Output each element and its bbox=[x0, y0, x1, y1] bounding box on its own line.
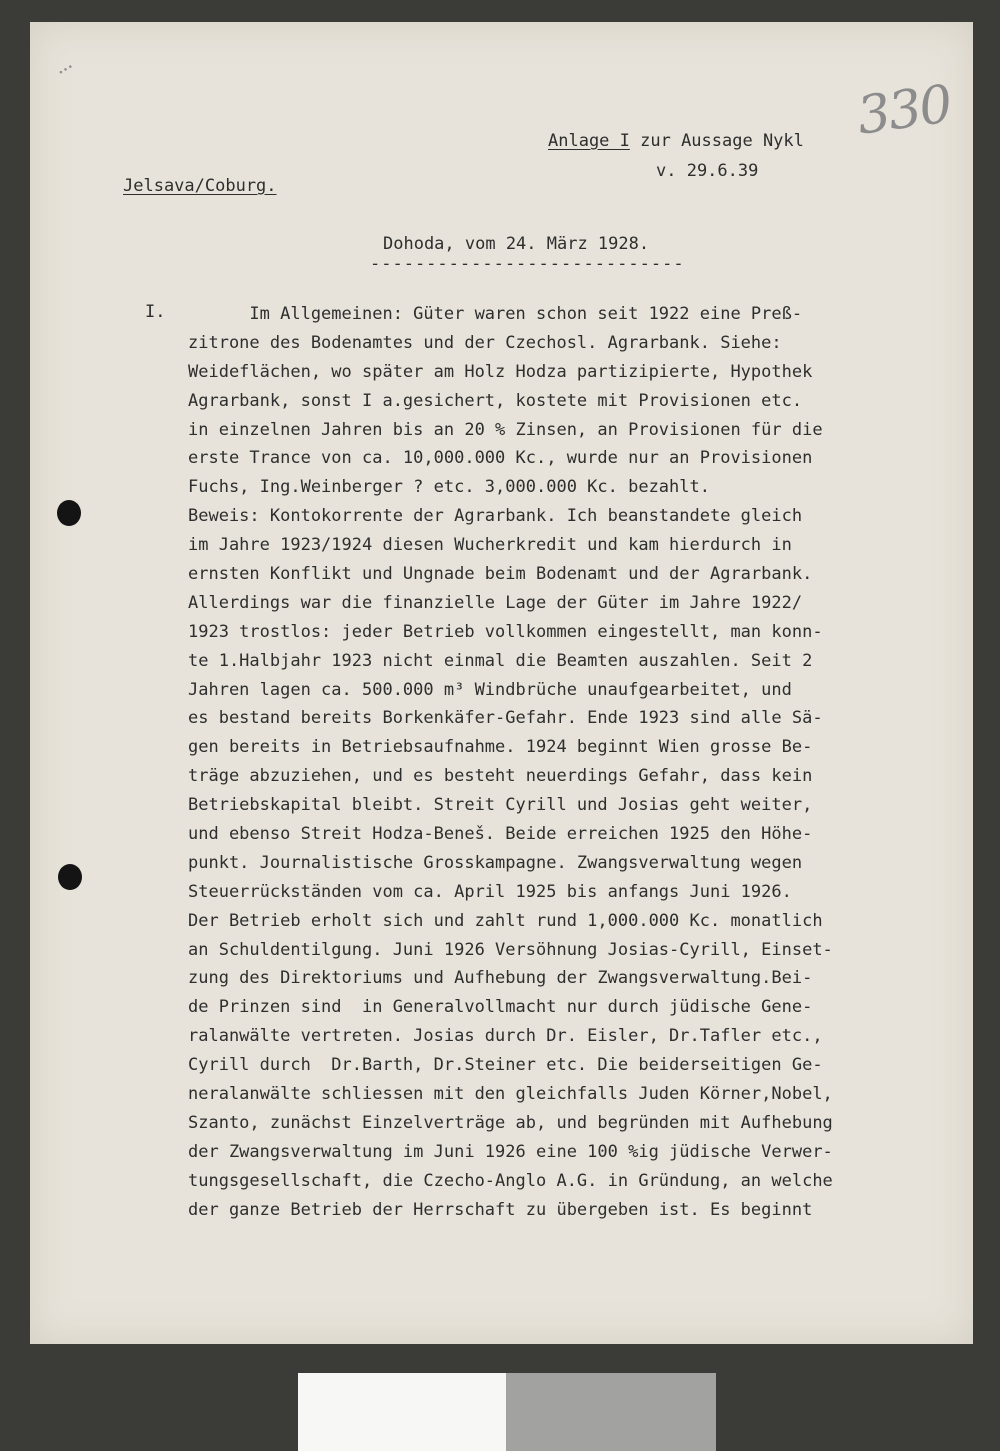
body-line: 1923 trostlos: jeder Betrieb vollkommen eingestellt, man konn- bbox=[188, 621, 823, 642]
reference-date: v. 29.6.39 bbox=[656, 161, 759, 181]
body-line: tungsgesellschaft, die Czecho-Anglo A.G. in Gründung, an welche bbox=[188, 1170, 833, 1191]
handwritten-page-number: 330 bbox=[853, 74, 955, 147]
color-target-white bbox=[298, 1373, 506, 1451]
section-number: I. bbox=[145, 302, 166, 322]
color-target-gray bbox=[506, 1373, 716, 1451]
body-line: gen bereits in Betriebsaufnahme. 1924 beginnt Wien grosse Be- bbox=[188, 737, 813, 758]
body-line: zitrone des Bodenamtes und der Czechosl. Agrarbank. Siehe: bbox=[188, 332, 782, 353]
body-line: der ganze Betrieb der Herrschaft zu übergeben ist. Es beginnt bbox=[188, 1199, 813, 1220]
document-title: Dohoda, vom 24. März 1928. bbox=[383, 234, 650, 254]
title-rule: ---------------------------- bbox=[370, 254, 685, 274]
body-line: Der Betrieb erholt sich und zahlt rund 1,000.000 Kc. monatlich bbox=[188, 910, 823, 931]
reference-underlined: Anlage I bbox=[548, 131, 630, 151]
body-line: Agrarbank, sonst I a.gesichert, kostete mit Provisionen etc. bbox=[188, 390, 803, 411]
body-line: in einzelnen Jahren bis an 20 % Zinsen, an Provisionen für die bbox=[188, 419, 823, 440]
body-line: Steuerrückständen vom ca. April 1925 bis anfangs Juni 1926. bbox=[188, 881, 792, 902]
body-line: Im Allgemeinen: Güter waren schon seit 1922 eine Preß- bbox=[188, 304, 803, 324]
reference-rest: zur Aussage Nykl bbox=[629, 131, 804, 151]
body-line: ralanwälte vertreten. Josias durch Dr. Eisler, Dr.Tafler etc., bbox=[188, 1026, 823, 1047]
body-line: Allerdings war die finanzielle Lage der Güter im Jahre 1922/ bbox=[188, 592, 803, 613]
body-line: an Schuldentilgung. Juni 1926 Versöhnung Josias-Cyrill, Einset- bbox=[188, 939, 833, 960]
body-line: und ebenso Streit Hodza-Beneš. Beide erreichen 1925 den Höhe- bbox=[188, 824, 813, 845]
body-line: Jahren lagen ca. 500.000 m³ Windbrüche unaufgearbeitet, und bbox=[188, 679, 792, 700]
body-line: Beweis: Kontokorrente der Agrarbank. Ich beanstandete gleich bbox=[188, 506, 803, 527]
body-line: te 1.Halbjahr 1923 nicht einmal die Beamten auszahlen. Seit 2 bbox=[188, 650, 813, 671]
body-line: Szanto, zunächst Einzelverträge ab, und begründen mit Aufhebung bbox=[188, 1112, 833, 1133]
body-line: zung des Direktoriums und Aufhebung der Zwangsverwaltung.Bei- bbox=[188, 968, 813, 989]
body-line: es bestand bereits Borkenkäfer-Gefahr. Ende 1923 sind alle Sä- bbox=[188, 708, 823, 729]
body-line: erste Trance von ca. 10,000.000 Kc., wurde nur an Provisionen bbox=[188, 448, 813, 469]
body-line: im Jahre 1923/1924 diesen Wucherkredit und kam hierdurch in bbox=[188, 535, 792, 556]
body-line: neralanwälte schliessen mit den gleichfalls Juden Körner,Nobel, bbox=[188, 1084, 833, 1105]
body-line: Fuchs, Ing.Weinberger ? etc. 3,000.000 Kc. bezahlt. bbox=[188, 477, 710, 498]
body-line: de Prinzen sind in Generalvollmacht nur durch jüdische Gene- bbox=[188, 997, 813, 1018]
punch-hole bbox=[57, 500, 81, 526]
place-heading: Jelsava/Coburg. bbox=[123, 176, 277, 196]
archive-stamp-mark: ••• bbox=[56, 62, 76, 79]
body-line: ernsten Konflikt und Ungnade beim Bodenamt und der Agrarbank. bbox=[188, 564, 813, 585]
reference-line bbox=[548, 131, 804, 151]
body-line: punkt. Journalistische Grosskampagne. Zwangsverwaltung wegen bbox=[188, 852, 803, 873]
body-line: träge abzuziehen, und es besteht neuerdings Gefahr, dass kein bbox=[188, 766, 813, 787]
body-line: der Zwangsverwaltung im Juni 1926 eine 100 %ig jüdische Verwer- bbox=[188, 1141, 833, 1162]
body-line: Cyrill durch Dr.Barth, Dr.Steiner etc. Die beiderseitigen Ge- bbox=[188, 1055, 823, 1076]
body-line: Weideflächen, wo später am Holz Hodza partizipierte, Hypothek bbox=[188, 361, 813, 382]
body-line: Betriebskapital bleibt. Streit Cyrill und Josias geht weiter, bbox=[188, 795, 813, 816]
body-text bbox=[188, 300, 958, 1225]
punch-hole bbox=[58, 864, 82, 890]
